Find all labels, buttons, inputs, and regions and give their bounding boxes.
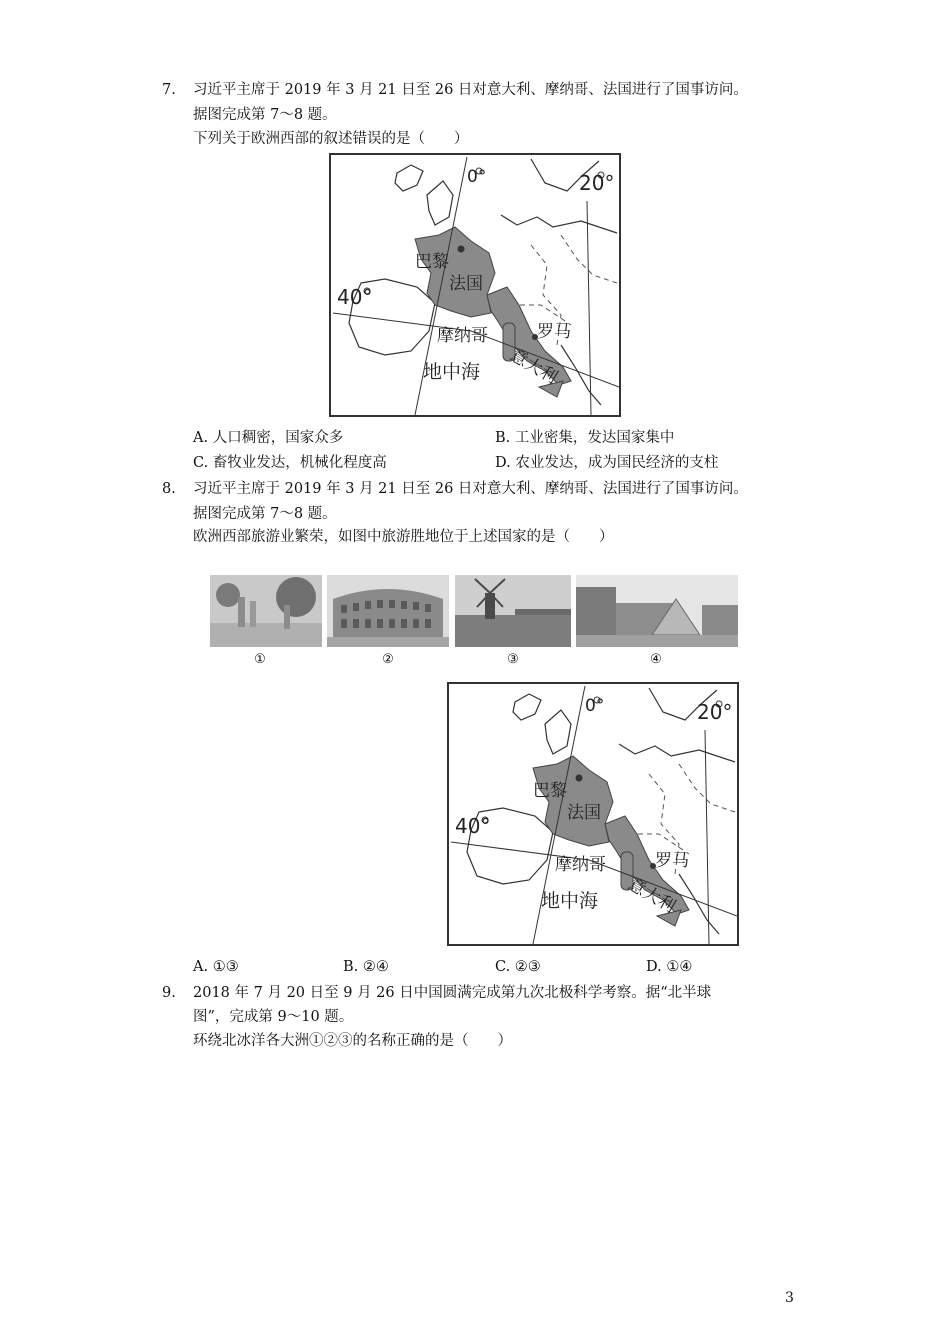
europe-map-1 — [329, 153, 621, 417]
q8-option-a[interactable]: A. ①③ — [193, 959, 239, 975]
q8-question: 欧洲西部旅游业繁荣，如图中旅游胜地位于上述国家的是（ ） — [193, 529, 614, 545]
q7-option-b[interactable]: B. 工业密集，发达国家集中 — [495, 430, 675, 446]
q7-option-d[interactable]: D. 农业发达，成为国民经济的支柱 — [495, 455, 719, 471]
photo-4-caption: ④ — [650, 652, 662, 667]
france-label: 法国 — [567, 803, 601, 823]
q7-number: 7. — [162, 82, 176, 98]
q7-stem-line1: 习近平主席于 2019 年 3 月 21 日至 26 日对意大利、摩纳哥、法国进行了国事访问。 — [193, 82, 748, 98]
photo-3-caption: ③ — [507, 652, 519, 667]
q9-number: 9. — [162, 985, 176, 1001]
q7-option-a[interactable]: A. 人口稠密，国家众多 — [193, 430, 344, 446]
mediterranean-label: 地中海 — [423, 361, 481, 383]
q9-stem-line2: 图”，完成第 9～10 题。 — [193, 1009, 354, 1025]
q7-question: 下列关于欧洲西部的叙述错误的是（ ） — [193, 131, 469, 147]
parallel-40-label: 40° — [455, 814, 491, 838]
paris-label: 巴黎 — [533, 781, 567, 801]
meridian-20-label: 20° — [579, 171, 615, 195]
photo-3-windmill — [455, 575, 571, 647]
q8-option-d[interactable]: D. ①④ — [646, 959, 693, 975]
q8-stem-line1: 习近平主席于 2019 年 3 月 21 日至 26 日对意大利、摩纳哥、法国进行了国事访问。 — [193, 481, 748, 497]
italy-label: 意大利 — [624, 874, 679, 918]
q8-stem-line2: 据图完成第 7～8 题。 — [193, 506, 337, 522]
paris-label: 巴黎 — [415, 252, 449, 272]
q8-option-b[interactable]: B. ②④ — [343, 959, 389, 975]
q9-stem-line1: 2018 年 7 月 20 日至 9 月 26 日中国圆满完成第九次北极科学考察。据“北半球 — [193, 985, 712, 1001]
rome-label: 罗马 — [537, 322, 571, 342]
france-label: 法国 — [449, 274, 483, 294]
meridian-0-label: 0° — [585, 696, 605, 716]
photo-4-louvre — [576, 575, 738, 647]
page-number: 3 — [785, 1290, 794, 1306]
photo-2-caption: ② — [382, 652, 394, 667]
italy-label: 意大利 — [506, 345, 561, 389]
photo-2-colosseum — [327, 575, 449, 647]
q8-number: 8. — [162, 481, 176, 497]
meridian-20-label: 20° — [697, 700, 733, 724]
photo-1-caption: ① — [254, 652, 266, 667]
monaco-label: 摩纳哥 — [437, 326, 488, 346]
q8-option-c[interactable]: C. ②③ — [495, 959, 541, 975]
q7-stem-line2: 据图完成第 7～8 题。 — [193, 107, 337, 123]
photo-1-ruins — [210, 575, 322, 647]
rome-label: 罗马 — [655, 851, 689, 871]
mediterranean-label: 地中海 — [541, 890, 599, 912]
meridian-0-label: 0° — [467, 167, 487, 187]
monaco-label: 摩纳哥 — [555, 855, 606, 875]
europe-map-2 — [447, 682, 739, 946]
q9-question: 环绕北冰洋各大洲①②③的名称正确的是（ ） — [193, 1033, 512, 1049]
parallel-40-label: 40° — [337, 285, 373, 309]
q7-option-c[interactable]: C. 畜牧业发达，机械化程度高 — [193, 455, 387, 471]
